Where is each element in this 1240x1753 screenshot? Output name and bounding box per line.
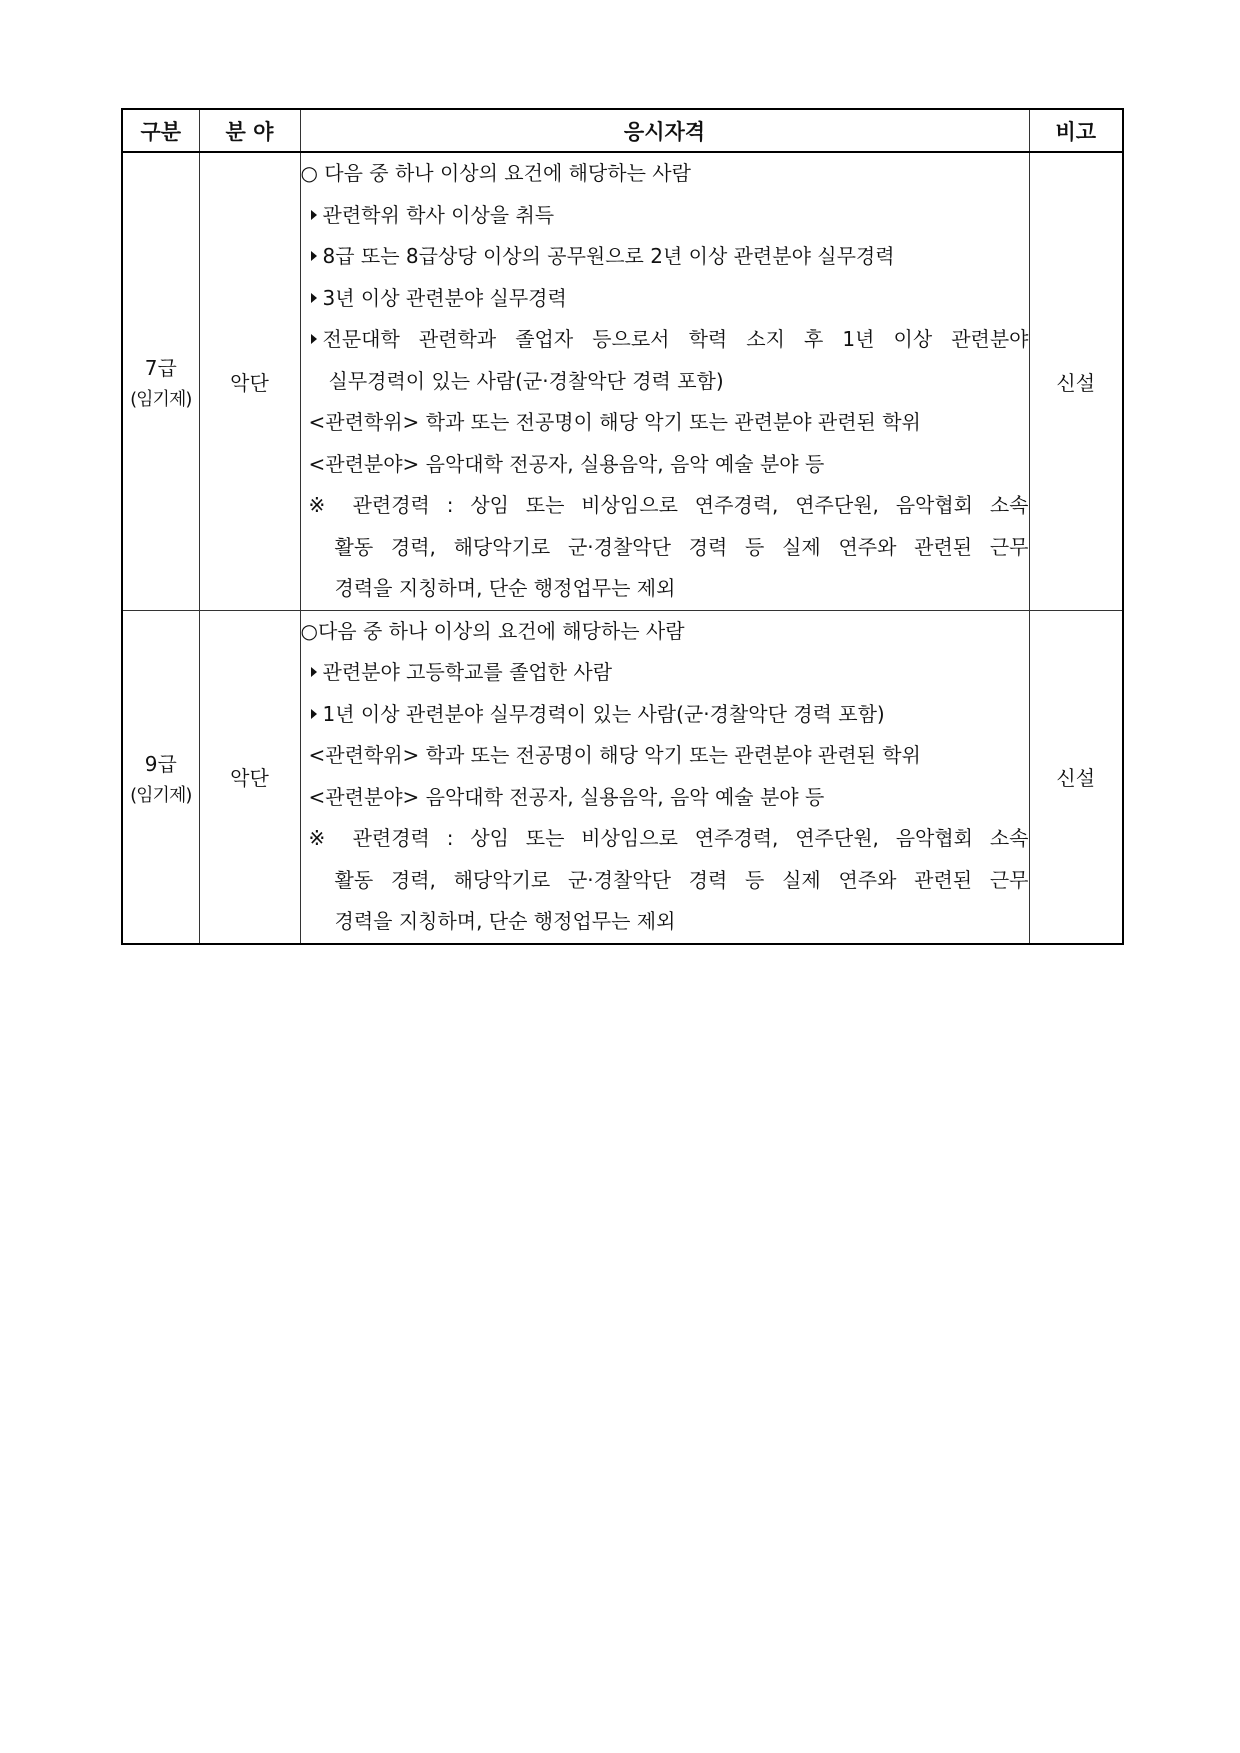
qual-bullet-text: 3년 이상 관련분야 실무경력 (322, 285, 567, 310)
qualification-table (121, 108, 1124, 945)
note-cell: 신설 (1029, 610, 1123, 944)
qual-intro: ○다음 중 하나 이상의 요건에 해당하는 사람 (300, 618, 685, 643)
qual-bullet-text: 관련학위 학사 이상을 취득 (322, 202, 555, 227)
table-row (122, 152, 1123, 610)
field-cell: 악단 (199, 610, 300, 944)
table-row (122, 610, 1123, 944)
qual-bullet-text: 관련분야 고등학교를 졸업한 사람 (322, 660, 613, 684)
qual-bullet-continuation: 실무경력이 있는 사람(군·경찰악단 경력 포함) (328, 368, 724, 393)
qual-bullet (301, 694, 1029, 736)
qual-bullet (301, 652, 1029, 694)
qual-bullet (301, 236, 1029, 278)
field-cell: 악단 (199, 152, 300, 610)
definition-degree: <관련학위> 학과 또는 전공명이 해당 악기 또는 관련분야 관련된 학위 (308, 410, 921, 434)
grade-name: 9급 (144, 751, 177, 776)
grade-cell (122, 152, 199, 610)
triangle-bullet-icon (311, 293, 317, 303)
grade-type: (임기제) (130, 784, 192, 806)
qual-bullet (301, 195, 1029, 237)
definition-degree: <관련학위> 학과 또는 전공명이 해당 악기 또는 관련분야 관련된 학위 (308, 743, 921, 767)
grade-name: 7급 (144, 356, 177, 381)
header-qualification: 응시자격 (300, 109, 1029, 152)
qual-bullet (301, 319, 1029, 361)
career-note-continuation: 활동 경력, 해당악기로 군·경찰악단 경력 등 실제 연주와 관련된 근무 (334, 867, 1029, 892)
triangle-bullet-icon (311, 210, 317, 220)
table-header-row (122, 109, 1123, 152)
qual-bullet-text: 전문대학 관련학과 졸업자 등으로서 학력 소지 후 1년 이상 관련분야 (322, 327, 1029, 351)
header-note: 비고 (1029, 109, 1123, 152)
career-note: ※ 관련경력 : 상임 또는 비상임으로 연주경력, 연주단원, 음악협회 소속 (308, 826, 1029, 850)
triangle-bullet-icon (311, 709, 317, 719)
grade-cell (122, 610, 199, 944)
triangle-bullet-icon (311, 251, 317, 261)
note-cell: 신설 (1029, 152, 1123, 610)
definition-field: <관련분야> 음악대학 전공자, 실용음악, 음악 예술 분야 등 (308, 451, 825, 476)
qualification-cell (300, 610, 1029, 944)
definition-field: <관련분야> 음악대학 전공자, 실용음악, 음악 예술 분야 등 (308, 784, 825, 809)
qual-bullet (301, 278, 1029, 320)
triangle-bullet-icon (311, 667, 317, 677)
qual-intro: ○ 다음 중 하나 이상의 요건에 해당하는 사람 (300, 161, 691, 185)
grade-type: (임기제) (130, 389, 192, 411)
qualification-cell (300, 152, 1029, 610)
career-note-continuation: 경력을 지칭하며, 단순 행정업무는 제외 (334, 576, 676, 600)
career-note: ※ 관련경력 : 상임 또는 비상임으로 연주경력, 연주단원, 음악협회 소속 (308, 493, 1029, 517)
header-field: 분 야 (199, 109, 300, 152)
qual-bullet-text: 8급 또는 8급상당 이상의 공무원으로 2년 이상 관련분야 실무경력 (322, 244, 895, 268)
career-note-continuation: 활동 경력, 해당악기로 군·경찰악단 경력 등 실제 연주와 관련된 근무 (334, 534, 1029, 559)
triangle-bullet-icon (311, 334, 317, 344)
header-grade: 구분 (122, 109, 199, 152)
career-note-continuation: 경력을 지칭하며, 단순 행정업무는 제외 (334, 909, 676, 933)
qual-bullet-text: 1년 이상 관련분야 실무경력이 있는 사람(군·경찰악단 경력 포함) (322, 701, 885, 726)
